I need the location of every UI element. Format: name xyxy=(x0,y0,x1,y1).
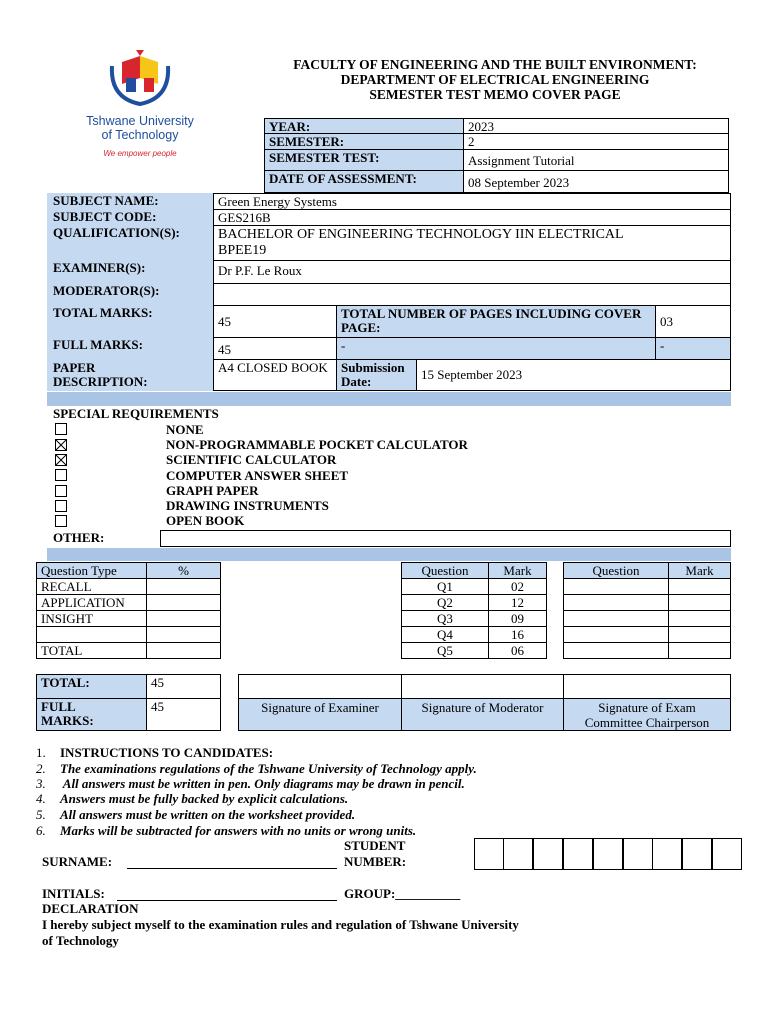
semester-value: 2 xyxy=(463,133,729,150)
signature-moderator-box[interactable] xyxy=(401,674,564,699)
totals-total-value: 45 xyxy=(146,674,221,699)
student-number-label-2: NUMBER: xyxy=(344,854,407,869)
qualification-value xyxy=(213,225,731,261)
year-value: 2023 xyxy=(463,118,729,134)
instruction-item xyxy=(36,824,416,838)
student-number-digit-box[interactable] xyxy=(682,838,712,870)
paper-description-value: A4 CLOSED BOOK xyxy=(213,359,337,391)
marks-header-mark: Mark xyxy=(488,562,547,579)
requirement-graph-paper: GRAPH PAPER xyxy=(166,483,259,498)
student-number-label-1: STUDENT xyxy=(344,838,406,853)
instruction-number: 5. xyxy=(36,807,46,822)
total-pages-label: TOTAL NUMBER OF PAGES INCLUDING COVER PAGE: xyxy=(336,305,656,338)
student-number-digit-box[interactable] xyxy=(533,838,563,870)
signature-moderator-label: Signature of Moderator xyxy=(401,698,564,731)
instruction-text: The examinations regulations of the Tshwane University of Technology apply. xyxy=(60,761,477,776)
initials-label: INITIALS: xyxy=(42,886,105,901)
requirement-scientific-calculator: SCIENTIFIC CALCULATOR xyxy=(166,452,337,467)
instruction-item xyxy=(36,762,477,776)
qtype-percent-cell xyxy=(146,594,221,611)
qualification-line-1: BACHELOR OF ENGINEERING TECHNOLOGY IIN ELECTRICAL xyxy=(218,227,624,242)
instruction-number: 4. xyxy=(36,791,46,806)
student-number-digit-box[interactable] xyxy=(593,838,623,870)
checkbox-computer-answer-sheet[interactable] xyxy=(55,469,67,481)
tut-logo xyxy=(80,48,200,163)
total-marks-label: TOTAL MARKS: xyxy=(53,305,153,320)
requirement-none: NONE xyxy=(166,422,204,437)
qtype-percent-cell xyxy=(146,626,221,643)
marks-question: Q4 xyxy=(401,626,489,643)
date-value: 08 September 2023 xyxy=(463,170,729,193)
checkbox-drawing-instruments[interactable] xyxy=(55,500,67,512)
logo-slogan: We empower people xyxy=(103,149,177,158)
special-requirements-title: SPECIAL REQUIREMENTS xyxy=(53,406,219,421)
marks-mark: 02 xyxy=(488,578,547,595)
examiner-label: EXAMINER(S): xyxy=(53,260,146,275)
submission-date-label: Submission Date: xyxy=(336,359,417,391)
instruction-item xyxy=(36,792,348,806)
student-number-digit-box[interactable] xyxy=(623,838,653,870)
total-marks-value: 45 xyxy=(213,305,337,338)
subject-code-label: SUBJECT CODE: xyxy=(53,209,157,224)
logo-name: Tshwane University xyxy=(86,114,194,128)
subject-code-value: GES216B xyxy=(213,209,731,226)
subject-name-label: SUBJECT NAME: xyxy=(53,193,159,208)
paper-description-label: PAPER DESCRIPTION: xyxy=(53,360,148,389)
separator-bar-1 xyxy=(47,392,731,406)
student-number-digit-box[interactable] xyxy=(652,838,682,870)
requirement-computer-answer-sheet: COMPUTER ANSWER SHEET xyxy=(166,468,349,483)
marks2-cell xyxy=(668,626,731,643)
marks2-cell xyxy=(563,642,669,659)
marks-mark: 06 xyxy=(488,642,547,659)
signature-examiner-label: Signature of Examiner xyxy=(238,698,402,731)
checkbox-scientific-calculator[interactable] xyxy=(55,454,67,466)
checkbox-open-book[interactable] xyxy=(55,515,67,527)
marks-question: Q2 xyxy=(401,594,489,611)
year-label: YEAR: xyxy=(264,118,464,134)
marks2-header-question: Question xyxy=(563,562,669,579)
instruction-text: All answers must be written in pen. Only diagrams may be drawn in pencil. xyxy=(60,776,465,791)
instruction-number: 1. xyxy=(36,745,46,760)
student-number-digit-box[interactable] xyxy=(712,838,742,870)
checkbox-graph-paper[interactable] xyxy=(55,485,67,497)
qtype-row xyxy=(36,626,147,643)
declaration-text-1: I hereby subject myself to the examination rules and regulation of Tshwane University xyxy=(42,917,519,932)
surname-input-line[interactable] xyxy=(127,868,337,869)
totals-full-marks-value: 45 xyxy=(146,698,221,731)
instruction-text: Answers must be fully backed by explicit calculations. xyxy=(60,791,349,806)
qtype-row: TOTAL xyxy=(36,642,147,659)
separator-bar-2 xyxy=(47,548,731,561)
totals-total-label: TOTAL: xyxy=(36,674,147,699)
surname-label: SURNAME: xyxy=(42,854,113,869)
signature-chair-label: Signature of Exam Committee Chairperson xyxy=(563,698,731,731)
marks-mark: 16 xyxy=(488,626,547,643)
signature-examiner-box[interactable] xyxy=(238,674,402,699)
other-input[interactable] xyxy=(160,530,731,547)
moderator-value xyxy=(213,283,731,306)
semester-label: SEMESTER: xyxy=(264,133,464,150)
instruction-item xyxy=(36,808,355,822)
instruction-item xyxy=(36,777,465,791)
qtype-row: INSIGHT xyxy=(36,610,147,627)
marks-header-question: Question xyxy=(401,562,489,579)
qualification-line-2: BPEE19 xyxy=(218,243,267,258)
marks2-cell xyxy=(668,594,731,611)
checkbox-none[interactable] xyxy=(55,423,67,435)
marks-question: Q5 xyxy=(401,642,489,659)
check-cross-icon xyxy=(56,440,66,450)
qualification-label: QUALIFICATION(S): xyxy=(53,225,180,240)
marks2-cell xyxy=(563,626,669,643)
requirement-open-book: OPEN BOOK xyxy=(166,513,245,528)
header-faculty: FACULTY OF ENGINEERING AND THE BUILT ENVIRONMENT: xyxy=(293,57,697,72)
qtype-header-type: Question Type xyxy=(36,562,147,579)
checkbox-non-programmable-calculator[interactable] xyxy=(55,439,67,451)
marks2-cell xyxy=(563,578,669,595)
submission-date-value: 15 September 2023 xyxy=(416,359,731,391)
marks2-header-mark: Mark xyxy=(668,562,731,579)
full-marks-label: FULL MARKS: xyxy=(53,337,143,352)
subject-name-value: Green Energy Systems xyxy=(213,193,731,210)
moderator-label: MODERATOR(S): xyxy=(53,283,160,298)
examiner-value: Dr P.F. Le Roux xyxy=(213,260,731,284)
marks-question: Q1 xyxy=(401,578,489,595)
marks-mark: 12 xyxy=(488,594,547,611)
other-label: OTHER: xyxy=(53,530,105,545)
marks-mark: 09 xyxy=(488,610,547,627)
signature-chair-box[interactable] xyxy=(563,674,731,699)
qtype-percent-cell xyxy=(146,642,221,659)
group-label: GROUP:__________ xyxy=(344,886,461,901)
declaration-title: DECLARATION xyxy=(42,901,139,916)
semester-test-label: SEMESTER TEST: xyxy=(264,149,464,171)
marks2-cell xyxy=(563,610,669,627)
student-number-digit-box[interactable] xyxy=(474,838,504,870)
qtype-percent-cell xyxy=(146,610,221,627)
semester-test-value: Assignment Tutorial xyxy=(463,149,729,171)
instruction-text: Marks will be subtracted for answers with no units or wrong units. xyxy=(60,823,417,838)
requirement-non-programmable-calculator: NON-PROGRAMMABLE POCKET CALCULATOR xyxy=(166,437,468,452)
declaration-text-2: of Technology xyxy=(42,933,119,948)
totals-full-marks-label: FULL MARKS: xyxy=(36,698,147,731)
marks2-cell xyxy=(563,594,669,611)
total-pages-value: 03 xyxy=(655,305,731,338)
instruction-item xyxy=(36,746,273,760)
qtype-percent-cell xyxy=(146,578,221,595)
full-marks-value: 45 xyxy=(213,337,337,360)
date-label: DATE OF ASSESSMENT: xyxy=(264,170,464,193)
check-cross-icon xyxy=(56,455,66,465)
instruction-text: All answers must be written on the worksheet provided. xyxy=(60,807,356,822)
instruction-text: INSTRUCTIONS TO CANDIDATES: xyxy=(60,745,274,760)
initials-input-line[interactable] xyxy=(117,900,337,901)
marks2-cell xyxy=(668,642,731,659)
instruction-number: 6. xyxy=(36,823,46,838)
requirement-drawing-instruments: DRAWING INSTRUMENTS xyxy=(166,498,329,513)
instruction-number: 2. xyxy=(36,761,46,776)
student-number-digit-box[interactable] xyxy=(563,838,593,870)
instruction-number: 3. xyxy=(36,776,46,791)
qtype-row: RECALL xyxy=(36,578,147,595)
marks2-cell xyxy=(668,578,731,595)
marks2-cell xyxy=(668,610,731,627)
student-number-digit-box[interactable] xyxy=(503,838,533,870)
tut-logo-emblem xyxy=(80,48,200,110)
full-marks-dash-1: - xyxy=(336,337,656,360)
header-department: DEPARTMENT OF ELECTRICAL ENGINEERING xyxy=(340,72,650,87)
header-title: SEMESTER TEST MEMO COVER PAGE xyxy=(369,87,621,102)
qtype-row: APPLICATION xyxy=(36,594,147,611)
full-marks-dash-2: - xyxy=(655,337,731,360)
qtype-header-percent: % xyxy=(146,562,221,579)
logo-name-2: of Technology xyxy=(101,128,179,142)
marks-question: Q3 xyxy=(401,610,489,627)
